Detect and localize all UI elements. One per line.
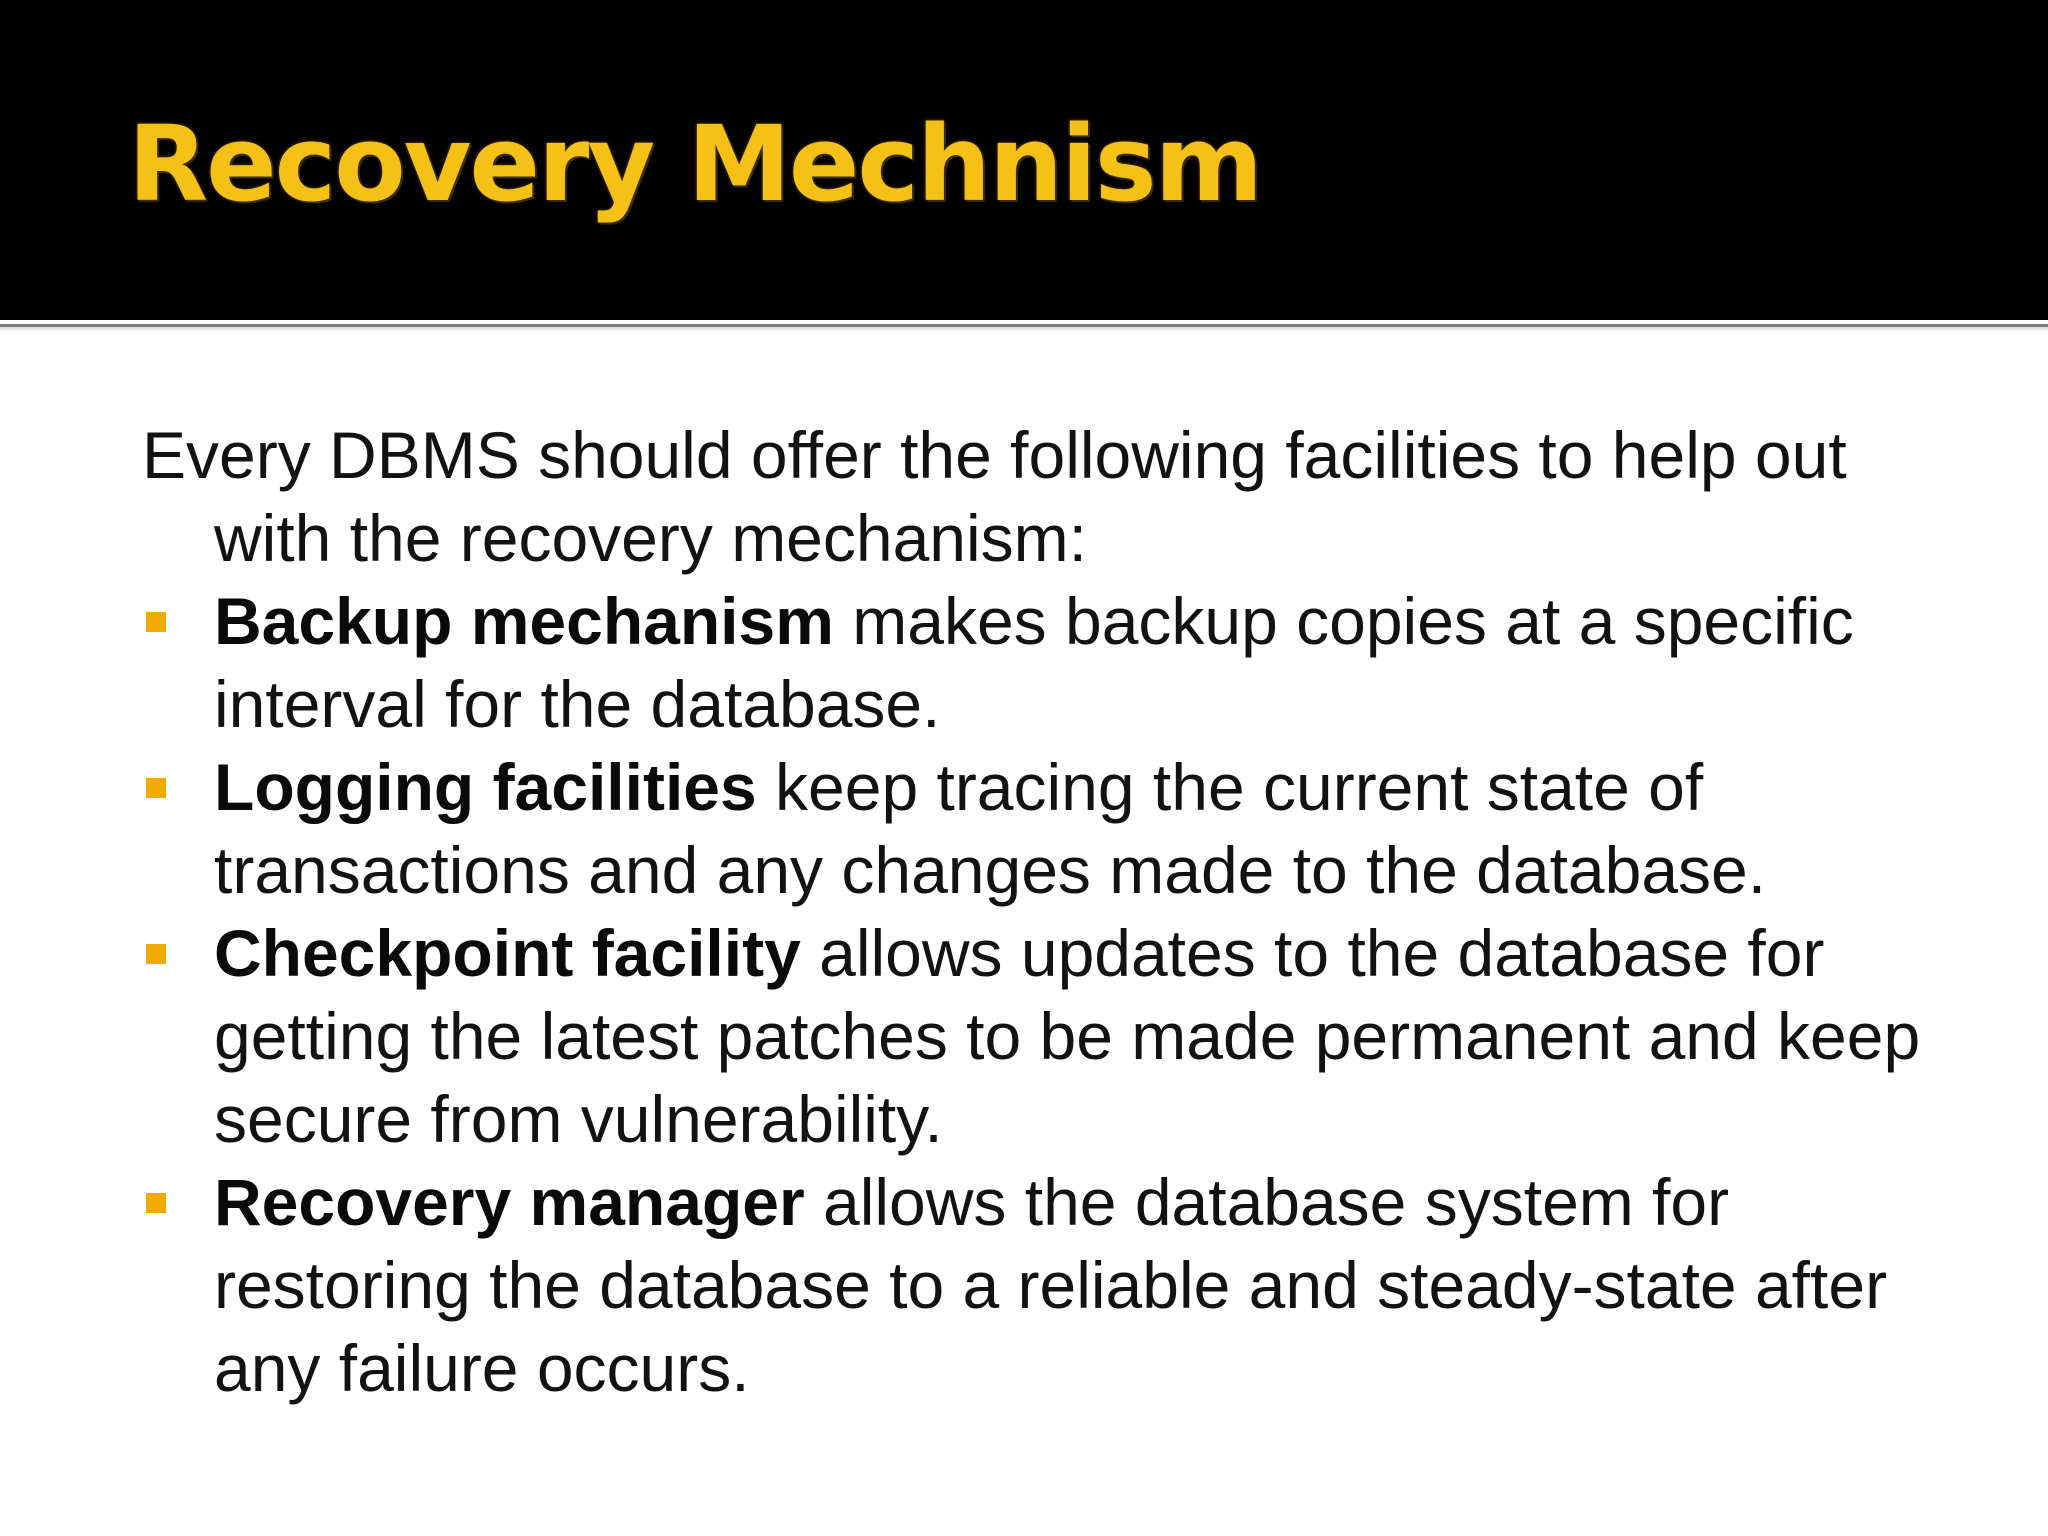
bullet-text: allows the database system for restoring the database to a reliable and steady-state after any failure occurs. — [214, 1165, 1888, 1405]
square-bullet-icon — [146, 612, 166, 632]
bullet-item-backup — [142, 580, 1922, 746]
bullet-term: Checkpoint facility — [214, 916, 801, 990]
bullet-item-logging — [142, 746, 1922, 912]
bullet-list — [142, 580, 1922, 1410]
intro-paragraph: Every DBMS should offer the following facilities to help out with the recovery mechanism: — [142, 418, 1847, 575]
bullet-item-checkpoint — [142, 912, 1922, 1161]
title-bar — [0, 0, 2048, 320]
bullet-text: allows updates to the database for getting the latest patches to be made permanent and keep secure from vulnerability. — [214, 916, 1921, 1156]
bullet-term: Logging facilities — [214, 750, 757, 824]
square-bullet-icon — [146, 1193, 166, 1213]
slide-content — [142, 414, 1922, 1410]
bullet-term: Backup mechanism — [214, 584, 834, 658]
title-divider — [0, 322, 2048, 332]
bullet-term: Recovery manager — [214, 1165, 805, 1239]
bullet-text: keep tracing the current state of transactions and any changes made to the database. — [214, 750, 1767, 907]
slide-title: Recovery Mechnism — [128, 103, 1262, 225]
bullet-item-recovery-manager — [142, 1161, 1922, 1410]
square-bullet-icon — [146, 944, 166, 964]
square-bullet-icon — [146, 778, 166, 798]
bullet-text: makes backup copies at a specific interval for the database. — [214, 584, 1854, 741]
